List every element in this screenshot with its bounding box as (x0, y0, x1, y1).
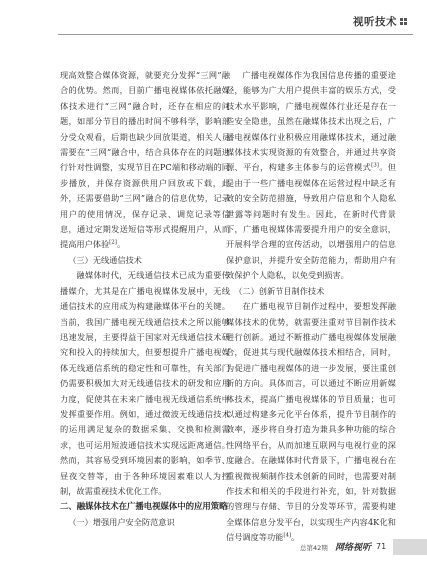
heading-innovation: （二）创新节目制作技术 (234, 285, 325, 296)
citation-3: [3] (371, 162, 379, 169)
issue-number: 总第42期 (300, 544, 328, 552)
citation-4: [4] (283, 532, 292, 539)
grid-squares-icon (400, 18, 407, 25)
page-footer (0, 539, 427, 559)
header-divider (58, 34, 413, 35)
paragraph-wireless: 融媒体时代，无线通信技术已成为重要传播媒介，尤其是在广播电视媒体发展中，无线通信技术的应用成为构建融媒体平台的关键。当前，我国广播电视无线通信技术之所以能够迅速发展，主要得益于国家对无线通信技术研究和投入的持续加大，但要想提升广播电视媒体无线通信系统的稳定性和可靠性，有关部门仍需要积极加大对无线通信技术的研发和应用力度，促使其在未来广播电视无线通信系统中发挥重要作用。例如，通过微波无线通信技术的运用满足复杂的数据采集、交换和检测需求，也可运用短波通信技术实现远距离通信。然而，其容易受到环境因素的影响，如季节、昼夜交替等，由于各种环境因素难以人为控制，故需重视技术优化工作。 (60, 270, 230, 496)
page-number: 71 (376, 542, 387, 551)
section-title: 视听技术 (353, 16, 397, 28)
citation-2: [2] (109, 239, 117, 246)
footer-bar (393, 539, 427, 555)
heading-strategy: 二、融媒体技术在广播电视媒体中的应用策略 (60, 501, 228, 512)
heading-security: （一）增强用户安全防范意识 (68, 516, 175, 527)
left-column (60, 68, 230, 530)
paragraph-innovation: 在广播电视节目制作过程中，要想发挥融媒体技术的优势，就需要注重对节目制作技术进行创新。通过不断推动广播电视媒体发展融合，促进其与现代融媒体技术相结合，同时，为促进广播电视媒体的进一步发展，要注重创新的方向。具体而言，可以通过不断应用新媒体技术，提高广播电视媒体的节目质量；也可以通过构建多元化平台体系，提升节目制作的效率，逐步将自身打造为兼具多种功能的综合性网络平台，从而加速互联网与电视行业的深度融合。在融媒体时代背景下，广播电视台在重视微视频制作技术创新的同时，也需要对制作技术和相关的手段进行补充，如，针对数据的管理与存储、节目的分发等环节，需要构建全媒体信息分发平台，以实现生产内容4K化和信号调度等功能[4]。 (226, 301, 396, 543)
journal-brand: 网络视听 (335, 543, 372, 553)
paragraph-security: 广播电视媒体作为我国信息传播的重要途径，能够为广大用户提供丰富的娱乐方式，受技术水平影响，广播电视媒体行业还是存在一些安全隐患，虽然在融媒体技术出现之后，广播电视媒体行业积极应用融媒体技术，通过融媒体技术实现资源的有效整合，并通过共享资源、平台，构建多主体参与的运营模式[3]。但是由于一些广播电视媒体在运营过程中缺乏有效的安全防范措施，导致用户信息和个人隐私泄露等问题时有发生。因此，在新时代背景下，广播电视媒体需要提升用户的安全意识，开展科学合理的宣传活动，以增强用户的信息保护意识，并提升安全防范能力，帮助用户有效保护个人隐私，以免受到损害。 (226, 70, 396, 281)
page-header (0, 10, 427, 32)
paragraph-three-network: 现高效整合媒体资源，就要充分发挥“三网”融合的优势。然而，目前广播电视媒体依托融媒体技术进行“三网”融合时，还存在相应的问题，如部分节目的播出时间不够科学，影响部分受众观看，后期也缺少回放渠道，相关人员需要在“三网”融合中，结合具体存在的问题进行针对性调整，实现节目在PC端和移动端的同步播放，并保存资源供用户回放或下载，此外，还需要借助“三网”融合的信息优势，记录用户的使用情况，保存记录、调览记录等信息，通过定期发送短信等形式提醒用户，从而提高用户体验[2]。 (60, 70, 230, 250)
right-column (226, 68, 396, 546)
heading-wireless: （三）无线通信技术 (68, 254, 142, 265)
